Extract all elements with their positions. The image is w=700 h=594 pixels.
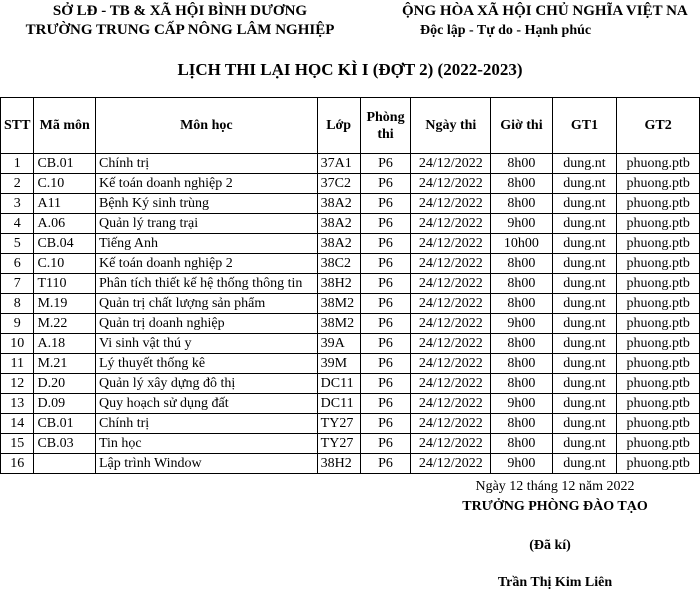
cell-time: 8h00 — [491, 174, 552, 194]
cell-class: 39A — [317, 334, 360, 354]
cell-room: P6 — [360, 414, 411, 434]
cell-date: 24/12/2022 — [411, 154, 491, 174]
cell-gt1: dung.nt — [552, 214, 617, 234]
cell-date: 24/12/2022 — [411, 454, 491, 474]
ministry-name: SỞ LĐ - TB & XÃ HỘI BÌNH DƯƠNG — [52, 3, 308, 19]
cell-room: P6 — [360, 254, 411, 274]
table-row — [1, 454, 700, 474]
table-row — [1, 214, 700, 234]
cell-room: P6 — [360, 294, 411, 314]
cell-room: P6 — [360, 434, 411, 454]
cell-class: 37C2 — [317, 174, 360, 194]
table-row — [1, 314, 700, 334]
cell-time: 9h00 — [491, 214, 552, 234]
cell-date: 24/12/2022 — [411, 434, 491, 454]
cell-subject: Tin học — [95, 434, 317, 454]
cell-class: 38A2 — [317, 234, 360, 254]
cell-gt1: dung.nt — [552, 194, 617, 214]
col-header-room: Phòng thi — [360, 98, 411, 154]
cell-time: 8h00 — [491, 294, 552, 314]
cell-time: 8h00 — [491, 334, 552, 354]
footer-signer: Trần Thị Kim Liên — [497, 575, 613, 590]
cell-subject: Kế toán doanh nghiệp 2 — [95, 254, 317, 274]
ministry-header — [0, 2, 360, 40]
cell-subject-code: M.22 — [34, 314, 96, 334]
cell-stt: 9 — [1, 314, 34, 334]
cell-room: P6 — [360, 174, 411, 194]
cell-room: P6 — [360, 274, 411, 294]
cell-subject: Phân tích thiết kế hệ thống thông tin — [95, 274, 317, 294]
cell-stt: 14 — [1, 414, 34, 434]
cell-date: 24/12/2022 — [411, 274, 491, 294]
table-row — [1, 334, 700, 354]
cell-room: P6 — [360, 214, 411, 234]
cell-stt: 15 — [1, 434, 34, 454]
table-row — [1, 394, 700, 414]
cell-class: 37A1 — [317, 154, 360, 174]
col-header-class: Lớp — [317, 98, 360, 154]
cell-room: P6 — [360, 154, 411, 174]
table-row — [1, 354, 700, 374]
cell-stt: 3 — [1, 194, 34, 214]
cell-stt: 6 — [1, 254, 34, 274]
cell-time: 9h00 — [491, 314, 552, 334]
cell-class: DC11 — [317, 394, 360, 414]
cell-time: 8h00 — [491, 194, 552, 214]
cell-time: 8h00 — [491, 274, 552, 294]
cell-stt: 16 — [1, 454, 34, 474]
cell-subject-code: M.19 — [34, 294, 96, 314]
col-header-subject-code: Mã môn — [34, 98, 96, 154]
cell-room: P6 — [360, 354, 411, 374]
cell-room: P6 — [360, 374, 411, 394]
cell-gt2: phuong.ptb — [617, 454, 700, 474]
cell-date: 24/12/2022 — [411, 354, 491, 374]
table-row — [1, 294, 700, 314]
cell-room: P6 — [360, 194, 411, 214]
cell-date: 24/12/2022 — [411, 194, 491, 214]
cell-gt2: phuong.ptb — [617, 314, 700, 334]
cell-subject-code: CB.01 — [34, 154, 96, 174]
table-header-row — [1, 98, 700, 154]
col-header-gt1: GT1 — [552, 98, 617, 154]
cell-gt2: phuong.ptb — [617, 374, 700, 394]
cell-gt1: dung.nt — [552, 434, 617, 454]
cell-subject-code: D.20 — [34, 374, 96, 394]
page-title: LỊCH THI LẠI HỌC KÌ I (ĐỢT 2) (2022-2023) — [177, 60, 523, 79]
cell-time: 8h00 — [491, 414, 552, 434]
cell-date: 24/12/2022 — [411, 414, 491, 434]
cell-gt2: phuong.ptb — [617, 274, 700, 294]
cell-date: 24/12/2022 — [411, 234, 491, 254]
cell-subject: Tiếng Anh — [95, 234, 317, 254]
cell-time: 10h00 — [491, 234, 552, 254]
cell-date: 24/12/2022 — [411, 174, 491, 194]
cell-date: 24/12/2022 — [411, 214, 491, 234]
cell-stt: 13 — [1, 394, 34, 414]
cell-room: P6 — [360, 234, 411, 254]
footer-signed: (Đã kí) — [529, 538, 571, 553]
cell-time: 8h00 — [491, 254, 552, 274]
cell-stt: 5 — [1, 234, 34, 254]
cell-gt2: phuong.ptb — [617, 354, 700, 374]
cell-subject: Bệnh Ký sinh trùng — [95, 194, 317, 214]
cell-gt2: phuong.ptb — [617, 154, 700, 174]
table-row — [1, 234, 700, 254]
national-motto: Độc lập - Tự do - Hạnh phúc — [420, 23, 592, 38]
cell-gt1: dung.nt — [552, 334, 617, 354]
cell-subject-code: A11 — [34, 194, 96, 214]
cell-room: P6 — [360, 394, 411, 414]
cell-stt: 7 — [1, 274, 34, 294]
cell-stt: 8 — [1, 294, 34, 314]
cell-subject: Quản lý xây dựng đô thị — [95, 374, 317, 394]
cell-gt1: dung.nt — [552, 254, 617, 274]
cell-subject-code: CB.01 — [34, 414, 96, 434]
cell-date: 24/12/2022 — [411, 394, 491, 414]
cell-subject-code: CB.04 — [34, 234, 96, 254]
national-header — [402, 2, 700, 40]
cell-time: 8h00 — [491, 374, 552, 394]
cell-subject: Lập trình Window — [95, 454, 317, 474]
cell-stt: 4 — [1, 214, 34, 234]
cell-subject-code: A.18 — [34, 334, 96, 354]
table-row — [1, 254, 700, 274]
footer-office: TRƯỞNG PHÒNG ĐÀO TẠO — [462, 499, 648, 514]
cell-subject-code: D.09 — [34, 394, 96, 414]
cell-stt: 11 — [1, 354, 34, 374]
cell-class: 38M2 — [317, 294, 360, 314]
cell-subject: Chính trị — [95, 154, 317, 174]
cell-class: 38H2 — [317, 274, 360, 294]
cell-time: 8h00 — [491, 154, 552, 174]
cell-time: 9h00 — [491, 394, 552, 414]
cell-class: 38A2 — [317, 214, 360, 234]
exam-schedule-table — [0, 97, 700, 474]
cell-gt1: dung.nt — [552, 274, 617, 294]
cell-class: 38M2 — [317, 314, 360, 334]
table-row — [1, 154, 700, 174]
cell-subject: Kế toán doanh nghiệp 2 — [95, 174, 317, 194]
cell-room: P6 — [360, 334, 411, 354]
cell-gt2: phuong.ptb — [617, 414, 700, 434]
cell-class: DC11 — [317, 374, 360, 394]
cell-date: 24/12/2022 — [411, 254, 491, 274]
cell-date: 24/12/2022 — [411, 294, 491, 314]
cell-class: TY27 — [317, 434, 360, 454]
cell-gt1: dung.nt — [552, 414, 617, 434]
cell-date: 24/12/2022 — [411, 334, 491, 354]
cell-subject: Quy hoạch sử dụng đất — [95, 394, 317, 414]
cell-stt: 10 — [1, 334, 34, 354]
cell-gt2: phuong.ptb — [617, 174, 700, 194]
cell-gt1: dung.nt — [552, 234, 617, 254]
table-row — [1, 434, 700, 454]
footer-date: Ngày 12 tháng 12 năm 2022 — [475, 479, 635, 494]
cell-subject: Quản lý trang trại — [95, 214, 317, 234]
cell-class: 38A2 — [317, 194, 360, 214]
table-row — [1, 194, 700, 214]
cell-subject: Vi sinh vật thú y — [95, 334, 317, 354]
school-name: TRƯỜNG TRUNG CẤP NÔNG LÂM NGHIỆP — [25, 22, 335, 38]
table-row — [1, 414, 700, 434]
cell-class: 38H2 — [317, 454, 360, 474]
cell-subject: Quản trị chất lượng sản phẩm — [95, 294, 317, 314]
cell-gt1: dung.nt — [552, 374, 617, 394]
col-header-stt: STT — [1, 98, 34, 154]
cell-stt: 12 — [1, 374, 34, 394]
cell-gt2: phuong.ptb — [617, 294, 700, 314]
country-name: ỘNG HÒA XÃ HỘI CHỦ NGHĨA VIỆT NA — [402, 3, 688, 19]
cell-subject-code: T110 — [34, 274, 96, 294]
cell-subject: Quản trị doanh nghiệp — [95, 314, 317, 334]
cell-subject-code: A.06 — [34, 214, 96, 234]
cell-subject-code: C.10 — [34, 254, 96, 274]
table-row — [1, 274, 700, 294]
cell-gt2: phuong.ptb — [617, 394, 700, 414]
cell-gt2: phuong.ptb — [617, 434, 700, 454]
cell-class: 38C2 — [317, 254, 360, 274]
cell-class: 39M — [317, 354, 360, 374]
col-header-time: Giờ thi — [491, 98, 552, 154]
cell-date: 24/12/2022 — [411, 314, 491, 334]
cell-time: 8h00 — [491, 434, 552, 454]
table-row — [1, 374, 700, 394]
cell-gt2: phuong.ptb — [617, 334, 700, 354]
cell-time: 9h00 — [491, 454, 552, 474]
cell-class: TY27 — [317, 414, 360, 434]
col-header-date: Ngày thi — [411, 98, 491, 154]
cell-subject-code: M.21 — [34, 354, 96, 374]
cell-gt1: dung.nt — [552, 154, 617, 174]
cell-gt1: dung.nt — [552, 454, 617, 474]
cell-date: 24/12/2022 — [411, 374, 491, 394]
col-header-gt2: GT2 — [617, 98, 700, 154]
cell-stt: 2 — [1, 174, 34, 194]
cell-gt2: phuong.ptb — [617, 194, 700, 214]
cell-subject: Chính trị — [95, 414, 317, 434]
cell-time: 8h00 — [491, 354, 552, 374]
cell-subject-code: C.10 — [34, 174, 96, 194]
cell-gt1: dung.nt — [552, 314, 617, 334]
cell-room: P6 — [360, 314, 411, 334]
cell-subject-code: CB.03 — [34, 434, 96, 454]
cell-stt: 1 — [1, 154, 34, 174]
cell-gt1: dung.nt — [552, 294, 617, 314]
table-row — [1, 174, 700, 194]
cell-subject-code — [34, 454, 96, 474]
cell-gt1: dung.nt — [552, 354, 617, 374]
cell-room: P6 — [360, 454, 411, 474]
table-body — [1, 154, 700, 474]
cell-gt1: dung.nt — [552, 174, 617, 194]
cell-gt2: phuong.ptb — [617, 254, 700, 274]
cell-gt2: phuong.ptb — [617, 234, 700, 254]
cell-subject: Lý thuyết thống kê — [95, 354, 317, 374]
cell-gt2: phuong.ptb — [617, 214, 700, 234]
cell-gt1: dung.nt — [552, 394, 617, 414]
col-header-subject: Môn học — [95, 98, 317, 154]
